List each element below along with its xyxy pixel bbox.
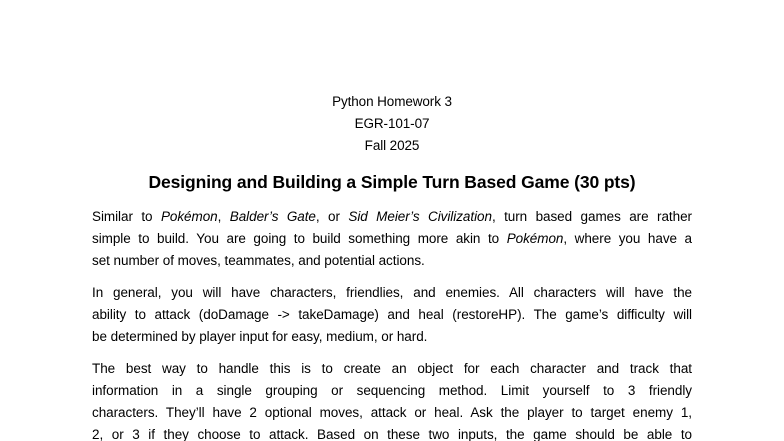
paragraph-1-line-2 xyxy=(92,230,692,248)
text-segment: , or xyxy=(315,209,349,224)
assignment-title: Designing and Building a Simple Turn Based Game (30 pts) xyxy=(148,172,636,192)
paragraph-3-line-2: information in a single grouping or sequencing method. Limit yourself to 3 friendly xyxy=(92,383,692,398)
game-title-balders-gate: Balder’s Gate xyxy=(229,209,316,224)
paragraph-3-line-4: 2, or 3 if they choose to attack. Based on these two inputs, the game should be able to xyxy=(92,427,692,441)
game-title-civilization: Sid Meier’s Civilization xyxy=(348,209,492,224)
game-title-pokemon-inline: Pokémon xyxy=(506,231,564,246)
paragraph-3-line-3: characters. They’ll have 2 optional moves, attack or heal. Ask the player to target enemy 1, xyxy=(92,405,692,420)
text-segment: , turn based games are rather xyxy=(491,209,692,224)
paragraph-1-line-1 xyxy=(92,208,692,226)
paragraph-1-line-3: set number of moves, teammates, and potential actions. xyxy=(92,253,425,268)
paragraph-3-line-1: The best way to handle this is to create an object for each character and track that xyxy=(92,361,692,376)
term-line: Fall 2025 xyxy=(364,138,420,153)
paragraph-2-line-1: In general, you will have characters, friendlies, and enemies. All characters will have the xyxy=(92,285,692,300)
paragraph-2-line-2: ability to attack (doDamage -> takeDamage) and heal (restoreHP). The game’s difficulty will xyxy=(92,307,692,322)
course-assignment-line: Python Homework 3 xyxy=(332,94,452,109)
course-section-line: EGR-101-07 xyxy=(354,116,430,131)
text-segment: simple to build. You are going to build something more akin to xyxy=(92,231,507,246)
paragraph-2-line-3: be determined by player input for easy, medium, or hard. xyxy=(92,329,428,344)
game-title-pokemon: Pokémon xyxy=(160,209,218,224)
text-segment: Similar to xyxy=(92,209,161,224)
text-segment: , xyxy=(217,209,230,224)
text-segment: , where you have a xyxy=(563,231,692,246)
